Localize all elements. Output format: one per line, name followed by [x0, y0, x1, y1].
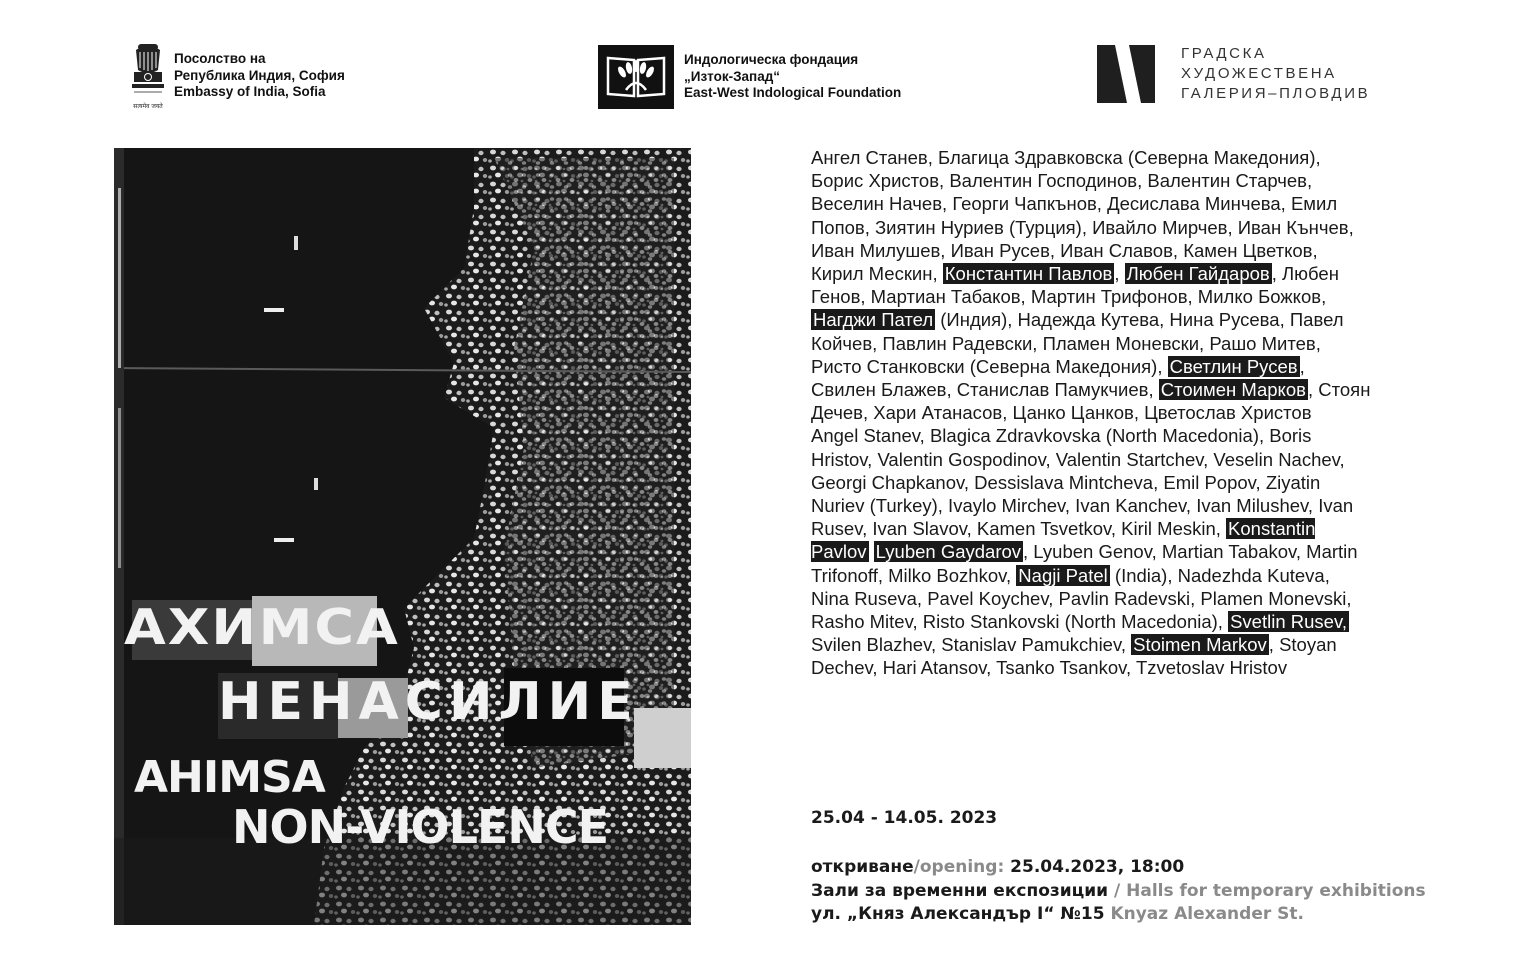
- halls-bg: Зали за временни експозиции: [811, 880, 1109, 901]
- artist-names-text: Ангел Станев, Благица Здравковска (Северна Македония), Борис Христов, Валентин Господинов, Валентин Старчев, Веселин Начев, Георги Чапкънов, Десислава Минчева, Емил Попов, Зиятин Нуриев (Турция), Ивайло Мирчев, Иван Кънчев, Иван Милушев, Иван Русев, Иван Славов, Камен Цветков, Кирил Мескин,: [811, 147, 1354, 285]
- foundation-mark-icon: [598, 45, 674, 109]
- artist-list: [811, 146, 1371, 680]
- artist-names-text: , Стоян Дечев, Хари Атанасов, Цанко Цанков, Цветослав Христов: [811, 379, 1371, 424]
- motto-text: सत्यमेव जयते: [133, 103, 163, 110]
- poster-title-bg-1: АХИМСА: [124, 599, 400, 656]
- embassy-line1: Посолство на: [174, 51, 266, 67]
- highlighted-artist-name: Nagji Patel: [1018, 564, 1108, 586]
- highlighted-artist-name: Константин Павлов: [944, 263, 1113, 285]
- opening-value: 25.04.2023, 18:00: [1004, 857, 1185, 877]
- highlighted-artist-name: Нагджи Пател: [813, 309, 934, 331]
- artist-list-english: [811, 424, 1371, 679]
- halls-line: [811, 880, 1426, 904]
- opening-label-bg: откриване: [811, 857, 914, 877]
- highlighted-artist-name: Стоимен Марков: [1160, 379, 1306, 401]
- highlighted-artist-name: Stoimen Markov: [1133, 634, 1267, 656]
- artist-names-text: , Lyuben Genov, Martian Tabakov, Martin Trifonoff, Milko Bozhkov,: [811, 541, 1358, 586]
- address-bg: ул. „Княз Александър I“ №15: [811, 904, 1105, 924]
- embassy-logo: [128, 40, 345, 112]
- foundation-line3: East-West Indological Foundation: [684, 85, 902, 101]
- artist-names-text: (India), Nadezhda Kuteva, Nina Ruseva, Pavel Koychev, Pavlin Radevski, Plamen Monevski, Rasho Mitev, Risto Stankovski (North Macedonia),: [811, 564, 1352, 633]
- foundation-line2: „Изток-Запад“: [684, 68, 781, 84]
- opening-separator: /: [913, 857, 920, 877]
- address-line: [811, 903, 1426, 927]
- foundation-logo: [598, 45, 901, 109]
- artist-names-text: , Любен Генов, Мартиан Табаков, Мартин Трифонов, Милко Божков,: [811, 263, 1339, 308]
- opening-label-en: opening:: [919, 857, 1005, 877]
- highlighted-artist-name: Любен Гайдаров: [1126, 263, 1270, 285]
- gallery-mark-icon: [1097, 45, 1157, 103]
- exhibition-dates: 25.04 - 14.05. 2023: [811, 808, 998, 828]
- embassy-line2: Република Индия, София: [174, 67, 345, 83]
- highlighted-artist-name: Svetlin Rusev,: [1230, 611, 1347, 633]
- artist-names-text: , Stoyan Dechev, Hari Atansov, Tsanko Tsankov, Tzvetoslav Hristov: [811, 634, 1337, 679]
- artist-names-text: [869, 541, 874, 562]
- exhibition-info: [811, 806, 1426, 927]
- opening-line: [811, 856, 1426, 880]
- halls-en: / Halls for temporary exhibitions: [1108, 880, 1426, 901]
- highlighted-artist-name: Konstantin Pavlov: [811, 518, 1316, 563]
- artist-names-text: Angel Stanev, Blagica Zdravkovska (North Macedonia), Boris Hristov, Valentin Gospodinov, Valentin Startchev, Veselin Nachev, Georgi Chapkanov, Dessislava Mintcheva, Emil Popov, Ziyatin Nuriev (Turkey), Ivaylo Mirchev, Ivan Kanchev, Ivan Milushev, Ivan Rusev, Ivan Slavov, Kamen Tsvetkov, Kiril Meskin,: [811, 425, 1354, 540]
- poster-title-bg-2: НЕНАСИЛИЕ: [218, 672, 639, 732]
- highlighted-artist-name: Светлин Русев: [1169, 355, 1298, 377]
- india-emblem-icon: [128, 40, 168, 112]
- exhibition-poster: [114, 148, 691, 925]
- artist-names-text: , Свилен Блажев, Станислав Памукчиев,: [811, 355, 1305, 401]
- highlighted-artist-name: Lyuben Gaydarov: [875, 541, 1022, 563]
- embassy-line3: Embassy of India, Sofia: [174, 84, 326, 100]
- artist-list-bulgarian: [811, 146, 1371, 424]
- address-en: Knyaz Alexander St.: [1104, 904, 1304, 924]
- artist-names-text: (Индия), Надежда Кутева, Нина Русева, Павел Койчев, Павлин Радевски, Пламен Моневски, Рашо Митев, Ристо Станковски (Северна Македония),: [811, 309, 1344, 377]
- gallery-logo: [1097, 44, 1370, 104]
- gallery-line3: ГАЛЕРИЯ–ПЛОВДИВ: [1181, 85, 1371, 102]
- gallery-line2: ХУДОЖЕСТВЕНА: [1181, 65, 1337, 82]
- poster-title-en-2: NON-VIOLENCE: [232, 800, 609, 854]
- artist-names-text: ,: [1114, 263, 1125, 285]
- foundation-line1: Индологическа фондация: [684, 52, 859, 68]
- poster-title-en-1: AHIMSA: [134, 752, 325, 803]
- gallery-line1: ГРАДСКА: [1181, 45, 1267, 62]
- artist-names-text: Svilen Blazhev, Stanislav Pamukchiev,: [811, 634, 1132, 656]
